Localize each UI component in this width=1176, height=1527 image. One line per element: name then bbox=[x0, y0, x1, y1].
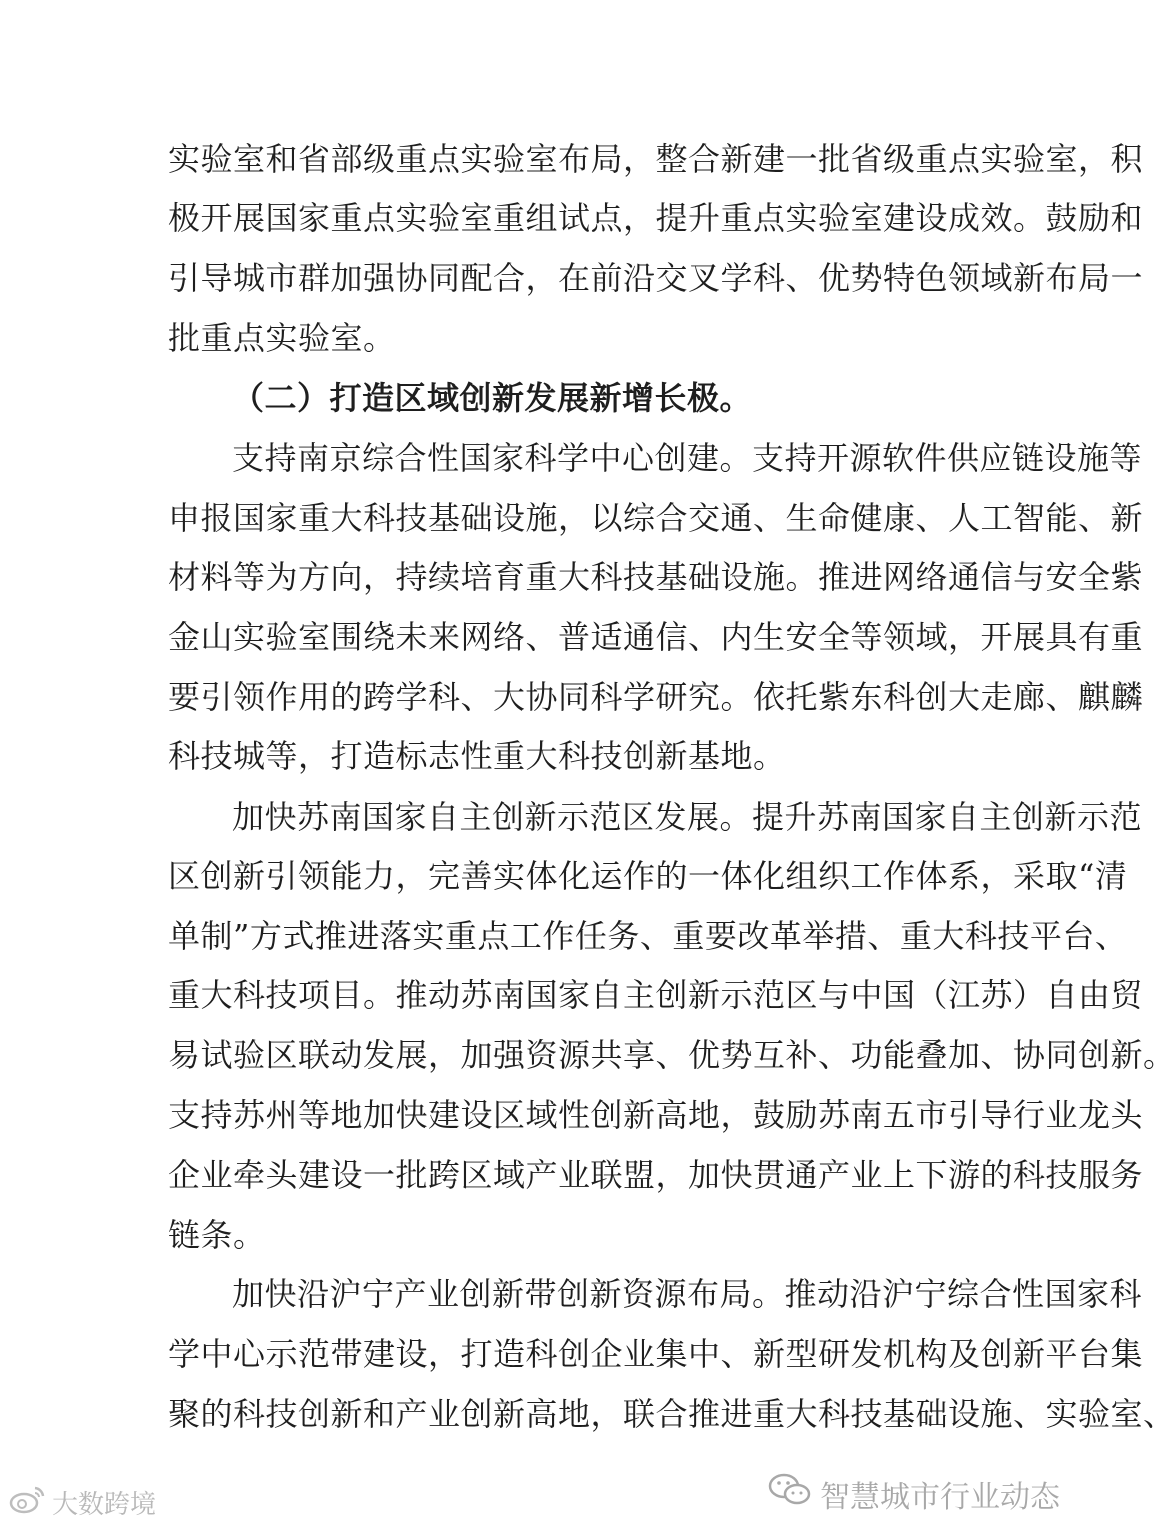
body-line: 链条。 bbox=[168, 1216, 266, 1254]
body-line: 材料等为方向，持续培育重大科技基础设施。推进网络通信与安全紫 bbox=[168, 558, 1144, 596]
weibo-watermark-text: 大数跨境 bbox=[52, 1489, 157, 1520]
body-line: 申报国家重大科技基础设施，以综合交通、生命健康、人工智能、新 bbox=[168, 499, 1144, 537]
body-line: 企业牵头建设一批跨区域产业联盟，加快贯通产业上下游的科技服务 bbox=[168, 1156, 1144, 1194]
body-line: 加快苏南国家自主创新示范区发展。提升苏南国家自主创新示范 bbox=[232, 798, 1143, 836]
body-line: 极开展国家重点实验室重组试点，提升重点实验室建设成效。鼓励和 bbox=[168, 199, 1144, 237]
body-line: 引导城市群加强协同配合，在前沿交叉学科、优势特色领域新布局一 bbox=[168, 259, 1144, 297]
body-line: 聚的科技创新和产业创新高地，联合推进重大科技基础设施、实验室、 bbox=[168, 1395, 1176, 1433]
wechat-watermark bbox=[768, 1472, 1060, 1516]
body-line: 支持南京综合性国家科学中心创建。支持开源软件供应链设施等 bbox=[232, 439, 1143, 477]
body-line: 区创新引领能力，完善实体化运作的一体化组织工作体系，采取“清 bbox=[168, 857, 1128, 895]
body-line: 易试验区联动发展，加强资源共享、优势互补、功能叠加、协同创新。 bbox=[168, 1036, 1176, 1074]
body-line: 学中心示范带建设，打造科创企业集中、新型研发机构及创新平台集 bbox=[168, 1335, 1144, 1373]
weibo-watermark bbox=[8, 1484, 156, 1520]
body-line: 批重点实验室。 bbox=[168, 319, 396, 357]
body-line: 要引领作用的跨学科、大协同科学研究。依托紫东科创大走廊、麒麟 bbox=[168, 678, 1144, 716]
weibo-icon bbox=[8, 1484, 46, 1521]
body-line: 金山实验室围绕未来网络、普适通信、内生安全等领域，开展具有重 bbox=[168, 618, 1144, 656]
body-line: 单制”方式推进落实重点工作任务、重要改革举措、重大科技平台、 bbox=[168, 917, 1128, 955]
body-line: 科技城等，打造标志性重大科技创新基地。 bbox=[168, 737, 786, 775]
wechat-icon bbox=[768, 1472, 812, 1516]
body-line: 重大科技项目。推动苏南国家自主创新示范区与中国（江苏）自由贸 bbox=[168, 976, 1144, 1014]
body-line: 实验室和省部级重点实验室布局，整合新建一批省级重点实验室，积 bbox=[168, 140, 1144, 178]
body-line: 支持苏州等地加快建设区域性创新高地，鼓励苏南五市引导行业龙头 bbox=[168, 1096, 1144, 1134]
section-heading: （二）打造区域创新发展新增长极。 bbox=[232, 379, 753, 417]
body-line: 加快沿沪宁产业创新带创新资源布局。推动沿沪宁综合性国家科 bbox=[232, 1275, 1143, 1313]
wechat-watermark-text: 智慧城市行业动态 bbox=[820, 1480, 1060, 1515]
